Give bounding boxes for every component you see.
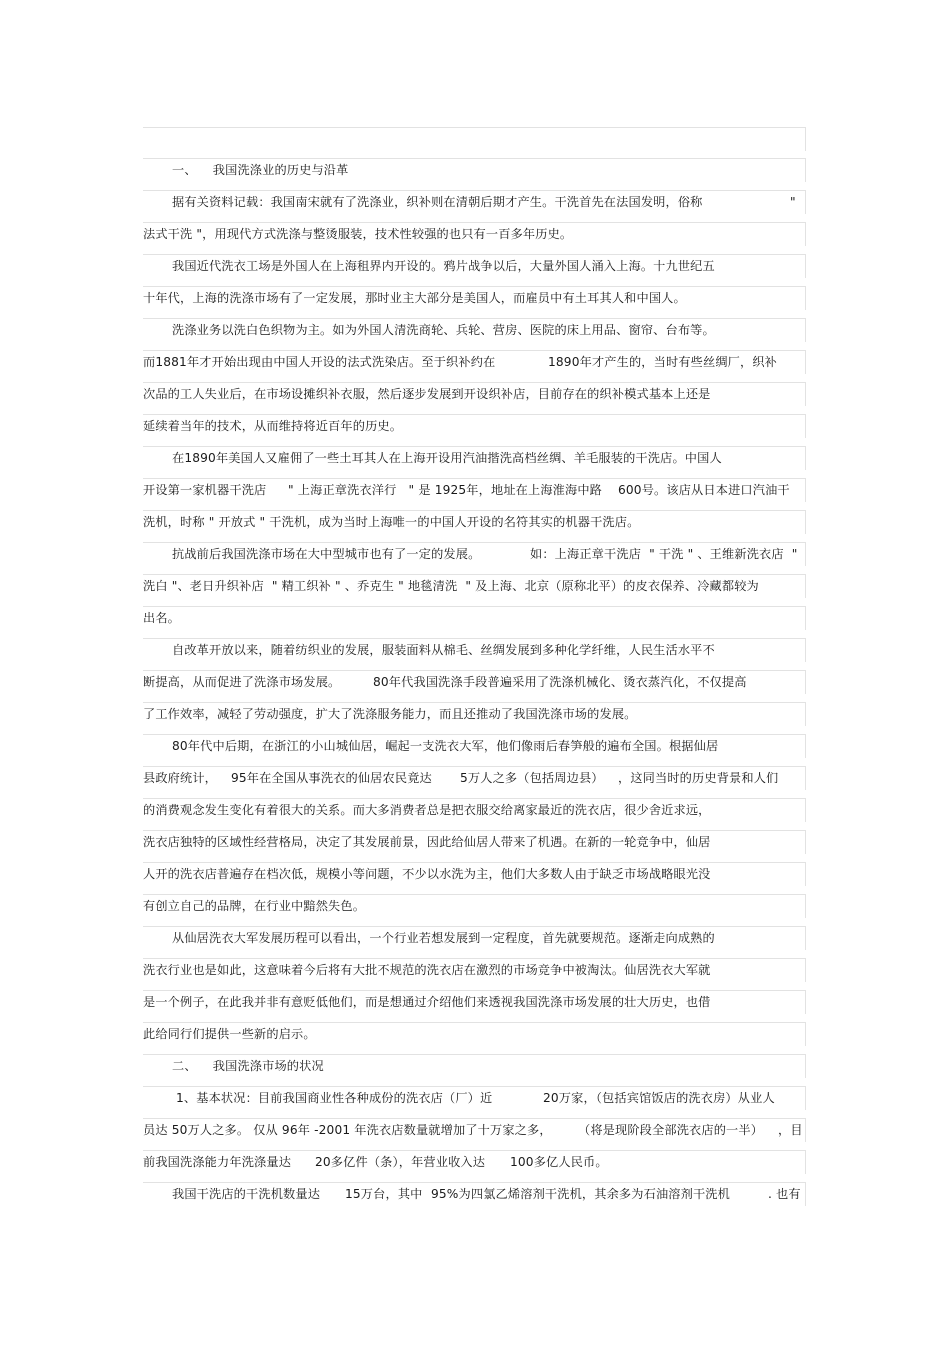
text-fragment: " 上海正章洗衣洋行 " 是 1925年，地址在上海淮海中路 (288, 483, 603, 497)
text-fragment: 20多亿件（条），年营业收入达 (315, 1155, 486, 1169)
text-line: 我国干洗店的干洗机数量达 (172, 1187, 321, 1201)
text-line: 是一个例子，在此我并非有意贬低他们，而是想通过介绍他们来透视我国洗涤市场发展的壮大历史，也借 (143, 995, 711, 1009)
text-fragment: （将是现阶段全部洗衣店的一半） (578, 1123, 764, 1137)
text-fragment: 如：上海正章干洗店 " 干洗 " 、王维新洗衣店 " (530, 547, 798, 561)
text-line: 前我国洗涤能力年洗涤量达 (143, 1155, 292, 1169)
text-fragment: ，目 (778, 1123, 803, 1137)
section-heading: 二、 我国洗涤市场的状况 (172, 1059, 324, 1073)
text-fragment: 600号。该店从日本进口汽油干 (618, 483, 790, 497)
section-heading: 一、 我国洗涤业的历史与沿革 (172, 163, 349, 177)
text-line: 十年代，上海的洗涤市场有了一定发展，那时业主大部分是美国人，而雇员中有土耳其人和中国人。 (143, 291, 686, 305)
text-line: 了工作效率，减轻了劳动强度，扩大了洗涤服务能力，而且还推动了我国洗涤市场的发展。 (143, 707, 637, 721)
text-fragment: 100多亿人民币。 (510, 1155, 608, 1169)
text-line: 抗战前后我国洗涤市场在大中型城市也有了一定的发展。 (172, 547, 481, 561)
text-line: 员达 50万人之多。 仅从 96年 -2001 年洗衣店数量就增加了十万家之多， (143, 1123, 552, 1137)
text-fragment: 5万人之多（包括周边县） (460, 771, 604, 785)
text-line: 1、基本状况：目前我国商业性各种成份的洗衣店（厂）近 (176, 1091, 493, 1105)
text-line: 洗涤业务以洗白色织物为主。如为外国人清洗商轮、兵轮、营房、医院的床上用品、窗帘、台布等。 (172, 323, 715, 337)
text-line: 有创立自己的品牌，在行业中黯然失色。 (143, 899, 366, 913)
text-line: 此给同行们提供一些新的启示。 (143, 1027, 316, 1041)
text-fragment: 95年在全国从事洗衣的仙居农民竟达 (231, 771, 432, 785)
text-line: 洗机，时称 " 开放式 " 干洗机，成为当时上海唯一的中国人开设的名符其实的机器干洗店。 (143, 515, 640, 529)
table-row (143, 127, 806, 151)
text-fragment: 20万家，（包括宾馆饭店的洗衣房）从业人 (543, 1091, 775, 1105)
text-line: 从仙居洗衣大军发展历程可以看出，一个行业若想发展到一定程度，首先就要规范。逐渐走向成熟的 (172, 931, 715, 945)
text-fragment: " (790, 195, 796, 209)
text-line: 延续着当年的技术，从而维持将近百年的历史。 (143, 419, 403, 433)
text-line: 断提高，从而促进了洗涤市场发展。 (143, 675, 341, 689)
text-fragment: 1890年才产生的，当时有些丝绸厂，织补 (548, 355, 778, 369)
text-line: 出名。 (143, 611, 181, 625)
text-line: 而1881年才开始出现由中国人开设的法式洗染店。至于织补约在 (143, 355, 496, 369)
text-line: 的消费观念发生变化有着很大的关系。而大多消费者总是把衣服交给离家最近的洗衣店，很少舍近求远， (143, 803, 711, 817)
text-line: 我国近代洗衣工场是外国人在上海租界内开设的。鸦片战争以后，大量外国人涌入上海。十九世纪五 (172, 259, 715, 273)
text-fragment: 15万台，其中 (345, 1187, 423, 1201)
table-row (143, 606, 806, 630)
text-line: 次品的工人失业后，在市场设摊织补衣服，然后逐步发展到开设织补店，目前存在的织补模式基本上还是 (143, 387, 711, 401)
text-fragment: 80年代我国洗涤手段普遍采用了洗涤机械化、烫衣蒸汽化，不仅提高 (373, 675, 747, 689)
text-fragment: 95%为四氯乙烯溶剂干洗机，其余多为石油溶剂干洗机 (431, 1187, 730, 1201)
text-line: 县政府统计， (143, 771, 218, 785)
text-line: 80年代中后期，在浙江的小山城仙居，崛起一支洗衣大军，他们像雨后春笋般的遍布全国。根据仙居 (172, 739, 719, 753)
text-fragment: ，这同当时的历史背景和人们 (618, 771, 779, 785)
text-line: 自改革开放以来，随着纺织业的发展，服装面料从棉毛、丝绸发展到多种化学纤维，人民生活水平不 (172, 643, 715, 657)
text-fragment: . 也有 (768, 1187, 801, 1201)
text-line: 在1890年美国人又雇佣了一些土耳其人在上海开设用汽油揩洗高档丝绸、羊毛服装的干洗店。中国人 (172, 451, 722, 465)
text-line: 洗白 "、老日升织补店 " 精工织补 " 、乔克生 " 地毯清洗 " 及上海、北京（原称北平）的皮衣保养、冷藏都较为 (143, 579, 759, 593)
text-line: 法式干洗 "，用现代方式洗涤与整烫服装，技术性较强的也只有一百多年历史。 (143, 227, 573, 241)
text-line: 人开的洗衣店普遍存在档次低，规模小等问题，不少以水洗为主，他们大多数人由于缺乏市场战略眼光没 (143, 867, 711, 881)
text-line: 洗衣店独特的区域性经营格局，决定了其发展前景，因此给仙居人带来了机遇。在新的一轮竞争中，仙居 (143, 835, 711, 849)
text-line: 洗衣行业也是如此，这意味着今后将有大批不规范的洗衣店在激烈的市场竞争中被淘汰。仙居洗衣大军就 (143, 963, 711, 977)
text-line: 开设第一家机器干洗店 (143, 483, 267, 497)
text-line: 据有关资料记载：我国南宋就有了洗涤业，织补则在清朝后期才产生。干洗首先在法国发明，俗称 (172, 195, 703, 209)
